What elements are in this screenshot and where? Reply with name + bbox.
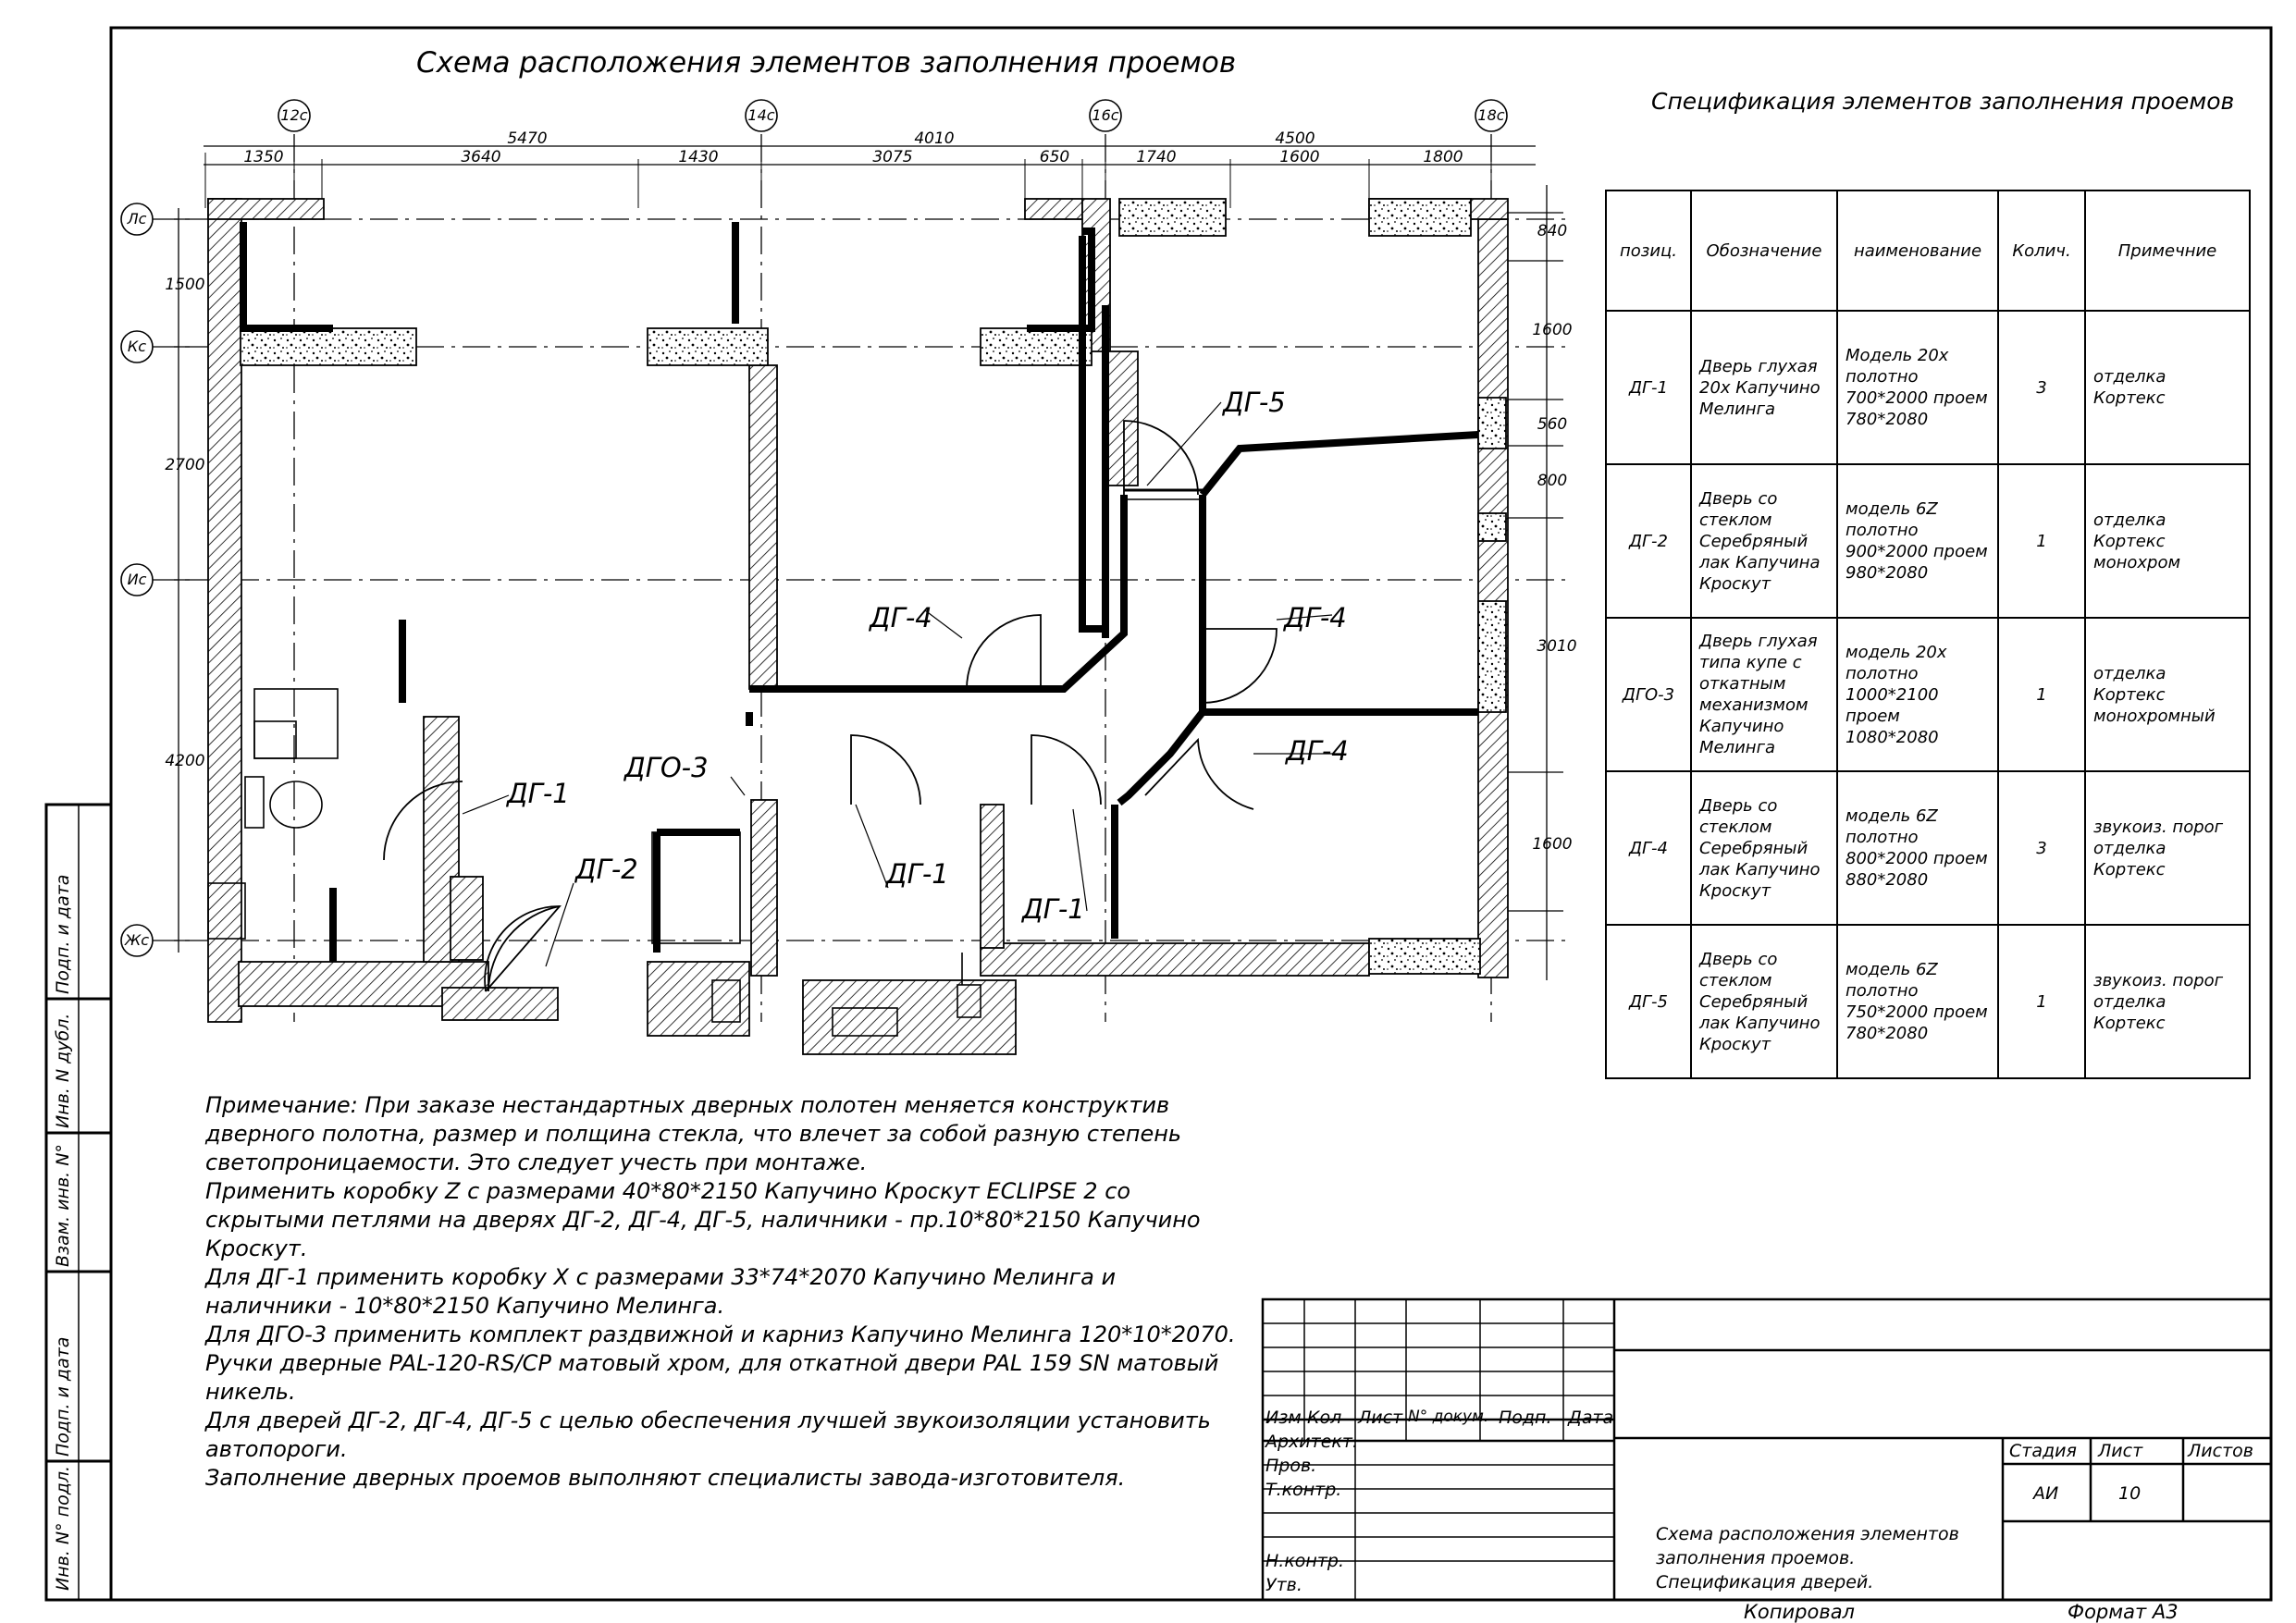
stamp-col: Подп.	[1499, 1408, 1552, 1428]
spec-cell-note	[2085, 464, 2250, 618]
spec-cell-line: звукоиз. порог	[2093, 970, 2224, 990]
spec-cell-line: Дверь со	[1699, 949, 1778, 969]
spec-cell-note	[2085, 925, 2250, 1078]
spec-cell-line: Модель 20х	[1845, 346, 1949, 365]
stamp-stage: АИ	[2033, 1483, 2059, 1504]
spec-cell-line: 900*2000 проем	[1845, 542, 1988, 561]
stamp-col: Кол	[1307, 1408, 1342, 1428]
dim-label: 1740	[1136, 148, 1177, 166]
spec-header: Обозначение	[1691, 191, 1837, 311]
stamp-col: Изм	[1265, 1408, 1302, 1428]
note-line: Ручки дверные PAL-120-RS/CP матовый хром, для откатной двери PAL 159 SN матовый	[205, 1350, 1219, 1376]
spec-cell-line: полотно	[1845, 521, 1919, 540]
note-line: Для дверей ДГ-2, ДГ-4, ДГ-5 с целью обеспечения лучшей звукоизоляции установить	[205, 1408, 1211, 1433]
spec-cell-qty: 1	[1998, 618, 2085, 771]
stamp-format: Формат А3	[2068, 1601, 2179, 1623]
spec-cell-line: Кроскут	[1699, 573, 1771, 594]
spec-header: позиц.	[1606, 191, 1691, 311]
door-tag: ДГО-3	[624, 752, 709, 783]
spec-cell-line: модель 6Z	[1845, 499, 1938, 519]
spec-cell-line: 780*2080	[1845, 410, 1929, 429]
stamp-col: N° докум.	[1408, 1408, 1489, 1426]
spec-cell-line: отделка	[2093, 367, 2166, 387]
door-tag: ДГ-1	[1022, 893, 1085, 925]
spec-cell-line: монохромный	[2093, 706, 2216, 726]
dim-label: 3010	[1537, 637, 1577, 656]
stamp-copied: Копировал	[1744, 1601, 1855, 1623]
spec-cell-qty: 1	[1998, 925, 2085, 1078]
spec-cell-line: отделка	[2093, 510, 2166, 530]
note-line: скрытыми петлями на дверях ДГ-2, ДГ-4, ДГ-5, наличники - пр.10*80*2150 Капучино	[205, 1207, 1201, 1233]
axis-row-label: Жс	[124, 931, 150, 949]
stamp-role: Утв.	[1265, 1575, 1302, 1595]
note-line: дверного полотна, размер и полщина стекла, что влечет за собой разную степень	[205, 1121, 1182, 1147]
dim-label: 560	[1537, 415, 1568, 434]
dim-label: 1600	[1532, 321, 1573, 339]
stamp-sheet-label: Лист	[2098, 1441, 2143, 1461]
door-tag: ДГ-5	[1223, 387, 1286, 418]
spec-cell-line: Кортекс	[2093, 684, 2166, 705]
spec-cell-line: Мелинга	[1699, 738, 1776, 757]
spec-cell-line: полотно	[1845, 367, 1919, 387]
spec-table	[1605, 190, 2251, 1079]
spec-cell-line: звукоиз. порог	[2093, 817, 2224, 837]
stamp-col: Дата	[1568, 1408, 1614, 1428]
axis-col-label: 16с	[1092, 106, 1119, 124]
spec-cell-line: лак Капучино	[1699, 1013, 1821, 1033]
axis-labels	[124, 106, 1505, 949]
door-swings	[384, 421, 1277, 991]
dimension-lines	[167, 139, 1563, 980]
spec-row	[1606, 311, 2250, 464]
axis-col-label: 12с	[280, 106, 308, 124]
spec-cell-line: Дверь со	[1699, 488, 1778, 509]
spec-cell-line: лак Капучино	[1699, 859, 1821, 879]
spec-cell-line: отделка	[2093, 838, 2166, 858]
dim-label: 4010	[914, 129, 955, 148]
spec-cell-line: лак Капучина	[1699, 552, 1821, 572]
spec-cell-line: Капучино	[1699, 717, 1784, 736]
spec-cell-qty: 3	[1998, 311, 2085, 464]
door-tag: ДГ-4	[1284, 602, 1347, 633]
note-line: Кроскут.	[205, 1236, 308, 1261]
spec-cell-line: полотно	[1845, 663, 1919, 683]
dim-label: 5470	[507, 129, 548, 148]
spec-header-row	[1606, 191, 2250, 311]
spec-cell-pos: ДГ-4	[1606, 771, 1691, 925]
stamp-role: Н.контр.	[1265, 1551, 1345, 1571]
spec-cell-line: Кортекс	[2093, 531, 2166, 551]
axis-row-label: Кс	[127, 338, 147, 355]
spec-cell-line: полотно	[1845, 981, 1919, 1001]
spec-header: Примечние	[2085, 191, 2250, 311]
spec-cell-line: Кроскут	[1699, 880, 1771, 901]
spec-cell-line: Дверь глухая	[1699, 632, 1818, 651]
drawing-title: Схема расположения элементов заполнения проемов	[416, 46, 1237, 80]
axis-col-label: 18с	[1477, 106, 1505, 124]
dim-label: 4500	[1275, 129, 1315, 148]
dim-label: 1800	[1423, 148, 1463, 166]
stamp-role: Т.контр.	[1265, 1480, 1342, 1500]
spec-cell-pos: ДГ-1	[1606, 311, 1691, 464]
spec-cell-name	[1837, 311, 1998, 464]
note-line: Для ДГ-1 применить коробку Х с размерами 33*74*2070 Капучино Мелинга и	[205, 1264, 1117, 1290]
spec-cell-pos: ДГ-2	[1606, 464, 1691, 618]
spec-cell-line: 20х Капучино	[1699, 377, 1821, 398]
spec-cell-line: стеклом	[1699, 510, 1772, 530]
stamp-role: Пров.	[1265, 1456, 1317, 1476]
spec-cell-line: Кортекс	[2093, 1013, 2166, 1033]
dim-label: 2700	[165, 456, 205, 474]
dim-label: 3075	[872, 148, 913, 166]
spec-cell-designation	[1691, 925, 1837, 1078]
stamp-col: Лист	[1358, 1408, 1403, 1428]
spec-cell-note	[2085, 771, 2250, 925]
stamp-title-line: Спецификация дверей.	[1656, 1572, 1874, 1592]
spec-cell-pos: ДГ-5	[1606, 925, 1691, 1078]
spec-title: Спецификация элементов заполнения проемов	[1651, 88, 2235, 115]
door-tag: ДГ-1	[507, 778, 570, 809]
spec-cell-name	[1837, 925, 1998, 1078]
spec-cell-line: 800*2000 проем	[1845, 849, 1988, 868]
spec-row	[1606, 618, 2250, 771]
spec-cell-line: типа купе с	[1699, 653, 1802, 672]
spec-cell-line: модель 6Z	[1845, 806, 1938, 826]
spec-cell-line: Мелинга	[1699, 399, 1776, 419]
axis-row-label: Лс	[127, 210, 147, 227]
spec-cell-line: 1080*2080	[1845, 727, 1939, 747]
spec-cell-name	[1837, 771, 1998, 925]
note-line: Заполнение дверных проемов выполняют специалисты завода-изготовителя.	[205, 1465, 1126, 1491]
dim-label: 650	[1039, 148, 1070, 166]
stamp-sheets-label: Листов	[2188, 1441, 2253, 1461]
spec-cell-qty: 1	[1998, 464, 2085, 618]
spec-cell-name	[1837, 618, 1998, 771]
spec-cell-designation	[1691, 464, 1837, 618]
stamp-title-line: заполнения проемов.	[1656, 1548, 1856, 1568]
note-line: светопроницаемости. Это следует учесть при монтаже.	[205, 1150, 868, 1175]
dim-label: 800	[1537, 472, 1568, 490]
dim-label: 1350	[243, 148, 284, 166]
dim-label: 1600	[1532, 835, 1573, 854]
stamp-role: Архитект.	[1265, 1432, 1358, 1452]
spec-cell-name	[1837, 464, 1998, 618]
spec-cell-note	[2085, 311, 2250, 464]
axis-lines	[139, 134, 1573, 1022]
side-label: Инв. N дубл.	[53, 1013, 73, 1128]
spec-cell-designation	[1691, 771, 1837, 925]
stamp-title-line: Схема расположения элементов	[1656, 1524, 1959, 1544]
stamp-stage-label: Стадия	[2009, 1441, 2077, 1461]
dim-label: 4200	[165, 752, 205, 770]
spec-cell-pos: ДГО-3	[1606, 618, 1691, 771]
spec-cell-line: модель 20х	[1845, 642, 1947, 662]
door-tag: ДГ-2	[575, 854, 638, 885]
spec-cell-line: Кортекс	[2093, 388, 2166, 408]
spec-cell-line: механизмом	[1699, 695, 1808, 715]
stamp-sheet: 10	[2118, 1483, 2142, 1504]
spec-row	[1606, 771, 2250, 925]
note-line: наличники - 10*80*2150 Капучино Мелинга.	[205, 1293, 725, 1319]
note-line: Примечание: При заказе нестандартных дверных полотен меняется конструктив	[205, 1092, 1170, 1118]
dim-label: 1430	[678, 148, 719, 166]
spec-cell-line: Серебряный	[1699, 531, 1808, 551]
spec-cell-line: отделка	[2093, 991, 2166, 1012]
spec-cell-line: 980*2080	[1845, 563, 1929, 583]
note-line: никель.	[205, 1379, 296, 1405]
note-line: автопороги.	[205, 1436, 348, 1462]
side-label: Подп. и дата	[53, 1336, 73, 1457]
spec-cell-line: модель 6Z	[1845, 960, 1938, 979]
axis-col-label: 14с	[747, 106, 775, 124]
axis-row-label: Ис	[127, 571, 147, 588]
spec-row	[1606, 464, 2250, 618]
spec-cell-line: Кортекс	[2093, 859, 2166, 879]
spec-cell-line: Кроскут	[1699, 1034, 1771, 1054]
dim-label: 1500	[165, 276, 205, 294]
dim-label: 840	[1537, 222, 1568, 240]
note-line: Для ДГО-3 применить комплект раздвижной и карниз Капучино Мелинга 120*10*2070.	[205, 1322, 1236, 1347]
spec-cell-line: 780*2080	[1845, 1024, 1929, 1043]
side-label: Взам. инв. N°	[53, 1144, 73, 1267]
spec-cell-line: Серебряный	[1699, 838, 1808, 858]
note-line: Применить коробку Z с размерами 40*80*2150 Капучино Кроскут ECLIPSE 2 со	[205, 1178, 1131, 1204]
spec-cell-line: 880*2080	[1845, 870, 1929, 890]
spec-row	[1606, 925, 2250, 1078]
spec-cell-line: полотно	[1845, 828, 1919, 847]
side-label: Инв. N° подл.	[53, 1465, 73, 1591]
spec-cell-line: 1000*2100 проем	[1845, 684, 1939, 726]
spec-cell-designation	[1691, 618, 1837, 771]
spec-cell-line: отделка	[2093, 663, 2166, 683]
spec-cell-line: монохром	[2093, 552, 2181, 572]
dimension-labels	[165, 129, 1576, 854]
spec-cell-line: стеклом	[1699, 970, 1772, 990]
door-tag: ДГ-4	[1286, 735, 1349, 767]
spec-cell-line: Дверь глухая	[1699, 356, 1818, 376]
spec-cell-line: 700*2000 проем	[1845, 388, 1988, 408]
spec-cell-qty: 3	[1998, 771, 2085, 925]
spec-cell-line: 750*2000 проем	[1845, 1002, 1988, 1022]
side-label: Подп. и дата	[53, 874, 73, 994]
spec-header: Колич.	[1998, 191, 2085, 311]
dim-label: 1600	[1279, 148, 1320, 166]
door-tag: ДГ-1	[886, 858, 949, 890]
spec-header: наименование	[1837, 191, 1998, 311]
spec-cell-line: Дверь со	[1699, 795, 1778, 816]
spec-cell-line: Серебряный	[1699, 991, 1808, 1012]
door-tag: ДГ-4	[870, 602, 932, 633]
notes-block	[205, 1091, 1241, 1493]
spec-cell-line: стеклом	[1699, 817, 1772, 837]
dim-label: 3640	[461, 148, 501, 166]
spec-cell-line: откатным	[1699, 674, 1786, 694]
spec-cell-designation	[1691, 311, 1837, 464]
spec-cell-note	[2085, 618, 2250, 771]
axis-bubbles	[121, 100, 1507, 956]
